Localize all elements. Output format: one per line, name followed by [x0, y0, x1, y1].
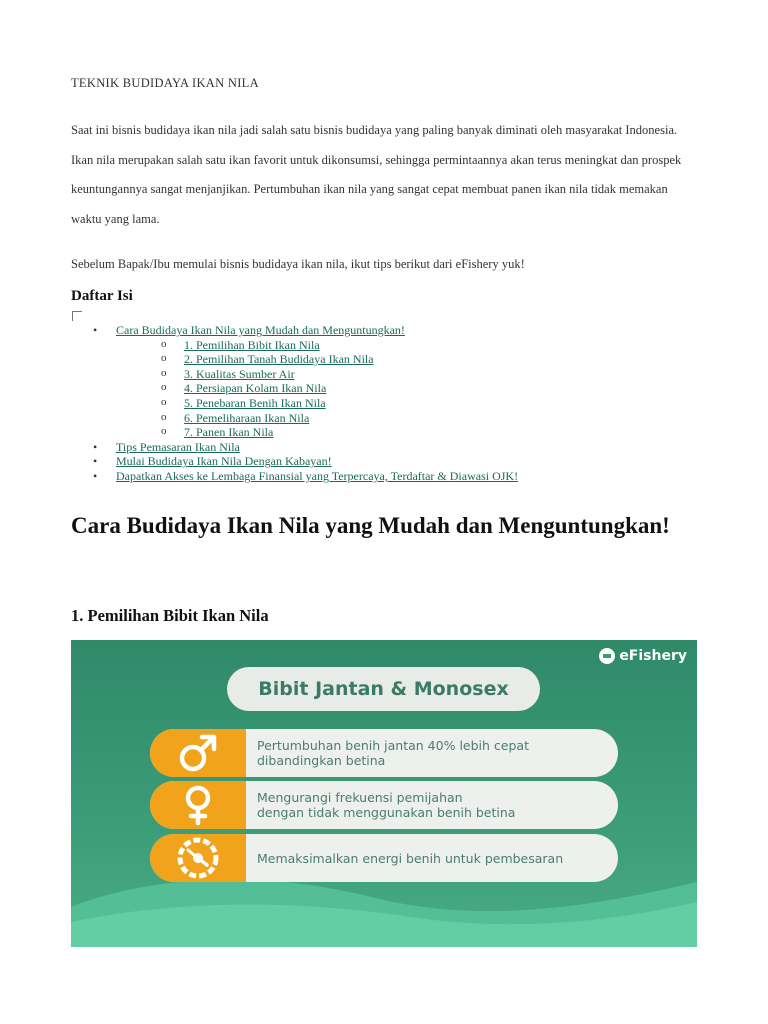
table-of-contents	[71, 323, 518, 484]
toc-link-pemilihan-tanah[interactable]: 2. Pemilihan Tanah Budidaya Ikan Nila	[184, 352, 374, 367]
document-title: TEKNIK BUDIDAYA IKAN NILA	[71, 76, 259, 90]
toc-title: Daftar Isi	[71, 288, 133, 304]
toc-item	[71, 396, 518, 411]
toc-item	[71, 454, 518, 469]
toc-link-pemeliharaan[interactable]: 6. Pemeliharaan Ikan Nila	[184, 410, 310, 425]
toc-item	[71, 425, 518, 440]
banner-row	[150, 781, 618, 829]
toc-item	[71, 411, 518, 426]
toc-item	[71, 338, 518, 353]
banner-row	[150, 729, 618, 777]
row-text-line1: Mengurangi frekuensi pemijahan	[257, 790, 463, 805]
intro-paragraph: Saat ini bisnis budidaya ikan nila jadi salah satu bisnis budidaya yang paling banyak diminati oleh masyarakat Indonesia. Ikan nila merupakan salah satu ikan favorit untuk dikonsumsi, sehingga permintaannya akan terus meningkat dan prospek keuntungannya sangat menjanjikan. Pertumbuhan ikan nila yang sangat cepat membuat panen ikan nila tidak memakan waktu yang lama.	[71, 123, 682, 226]
banner-row	[150, 834, 618, 882]
toc-toggle-icon[interactable]	[72, 311, 82, 321]
row-text-line2: dibandingkan betina	[257, 753, 386, 768]
intro-paragraph-2: Sebelum Bapak/Ibu memulai bisnis budidaya ikan nila, ikut tips berikut dari eFishery yuk!	[71, 257, 525, 271]
toc-link-persiapan-kolam[interactable]: 4. Persiapan Kolam Ikan Nila	[184, 381, 327, 396]
toc-link-cara-budidaya[interactable]: Cara Budidaya Ikan Nila yang Mudah dan Menguntungkan!	[116, 323, 405, 337]
female-symbol-icon	[150, 781, 246, 829]
toc-item	[71, 367, 518, 382]
efishery-logo-icon	[599, 648, 615, 664]
subsection-heading: 1. Pemilihan Bibit Ikan Nila	[71, 606, 269, 625]
toc-item	[71, 469, 518, 484]
row-text-line1: Memaksimalkan energi benih untuk pembesaran	[257, 850, 564, 866]
toc-link-kualitas-air[interactable]: 3. Kualitas Sumber Air	[184, 366, 295, 381]
toc-item	[71, 381, 518, 396]
speedometer-icon	[150, 834, 246, 882]
toc-link-pemilihan-bibit[interactable]: 1. Pemilihan Bibit Ikan Nila	[184, 337, 320, 352]
brand-logo	[599, 648, 687, 664]
row-text-line2: dengan tidak menggunakan benih betina	[257, 805, 516, 820]
row-text-line1: Pertumbuhan benih jantan 40% lebih cepat	[257, 738, 529, 753]
toc-item	[71, 440, 518, 455]
toc-link-panen[interactable]: 7. Panen Ikan Nila	[184, 425, 274, 440]
toc-link-tips-pemasaran[interactable]: Tips Pemasaran Ikan Nila	[116, 439, 240, 454]
male-symbol-icon	[150, 729, 246, 777]
brand-name: eFishery	[619, 648, 687, 664]
section-heading: Cara Budidaya Ikan Nila yang Mudah dan Menguntungkan!	[71, 513, 670, 538]
toc-link-penebaran-benih[interactable]: 5. Penebaran Benih Ikan Nila	[184, 395, 326, 410]
banner-title: Bibit Jantan & Monosex	[227, 667, 540, 711]
toc-link-kabayan[interactable]: Mulai Budidaya Ikan Nila Dengan Kabayan!	[116, 454, 332, 469]
toc-item	[71, 352, 518, 367]
toc-item	[71, 323, 518, 338]
toc-link-lembaga-finansial[interactable]: Dapatkan Akses ke Lembaga Finansial yang Terpercaya, Terdaftar & Diawasi OJK!	[116, 468, 519, 483]
infographic-banner	[71, 640, 697, 947]
